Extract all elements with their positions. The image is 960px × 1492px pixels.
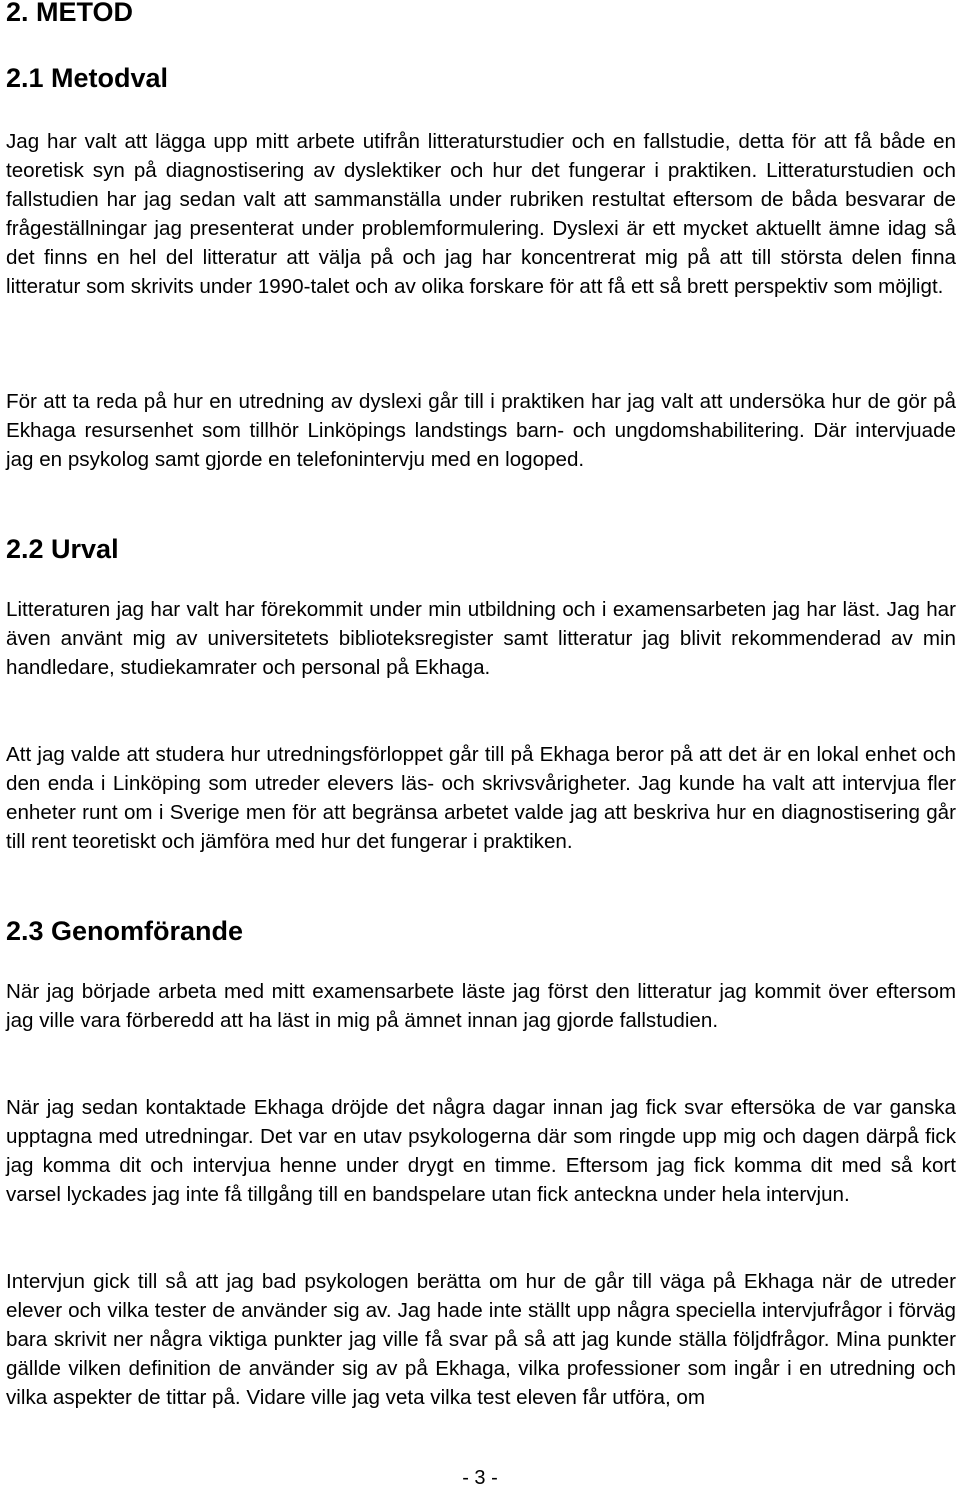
section-heading-metodval: 2.1 Metodval	[6, 63, 169, 93]
paragraph: Att jag valde att studera hur utredningsförloppet går till på Ekhaga beror på att det är en lokal enhet och den enda i Linköping som utreder elevers läs- och skrivsvårigheter. Jag kunde ha valt att intervjua fler enheter runt om i Sverige men för att begränsa arbetet valde jag att beskriva hur en diagnostisering går till rent teoretiskt och jämföra med hur det fungerar i praktiken.	[6, 743, 956, 853]
page-number: - 3 -	[462, 1467, 498, 1489]
paragraph: Intervjun gick till så att jag bad psykologen berätta om hur de går till väga på Ekhaga när de utreder elever och vilka tester de använder sig av. Jag hade inte ställt upp några speciella intervjufrågor i förväg bara skrivit ner några viktiga punkter jag ville få svar på så att jag kunde ställa följdfrågor. Mina punkter gällde vilken definition de använder sig av på Ekhaga, vilka professioner som ingår i en utredning och vilka aspekter de tittar på. Vidare ville jag veta vilka test eleven får utföra, om	[6, 1270, 956, 1409]
paragraph: Jag har valt att lägga upp mitt arbete utifrån litteraturstudier och en fallstudie, detta för att få både en teoretisk syn på diagnostisering av dyslektiker och hur det fungerar i praktiken. Litteraturstudien och fallstudien har jag sedan valt att sammanställa under rubriken restultat eftersom de båda besvarar de frågeställningar jag presenterat under problemformulering. Dyslexi är ett mycket aktuellt ämne idag så det finns en hel del litteratur att välja på och jag har koncentrerat mig på att till största delen finna litteratur som skrivits under 1990-talet och av olika forskare för att få ett så brett perspektiv som möjligt.	[6, 130, 956, 298]
paragraph: När jag började arbeta med mitt examensarbete läste jag först den litteratur jag kommit över eftersom jag ville vara förberedd att ha läst in mig på ämnet innan jag gjorde fallstudien.	[6, 980, 956, 1032]
paragraph: När jag sedan kontaktade Ekhaga dröjde det några dagar innan jag fick svar eftersöka de var ganska upptagna med utredningar. Det var en utav psykologerna där som ringde upp mig och dagen därpå fick jag komma dit och intervjua henne under drygt en timme. Eftersom jag fick komma dit med så kort varsel lyckades jag inte få tillgång till en bandspelare utan fick anteckna under hela intervjun.	[6, 1096, 956, 1206]
section-heading-urval: 2.2 Urval	[6, 534, 119, 564]
chapter-title: 2. METOD	[6, 0, 134, 27]
paragraph: Litteraturen jag har valt har förekommit under min utbildning och i examensarbeten jag har läst. Jag har även använt mig av universitetets biblioteksregister samt litteratur jag blivit rekommenderad av min handledare, studiekamrater och personal på Ekhaga.	[6, 598, 956, 679]
section-heading-genomforande: 2.3 Genomförande	[6, 916, 244, 946]
paragraph: För att ta reda på hur en utredning av dyslexi går till i praktiken har jag valt att undersöka hur de gör på Ekhaga resursenhet som tillhör Linköpings landstings barn- och ungdomshabilitering. Där intervjuade jag en psykolog samt gjorde en telefonintervju med en logoped.	[6, 390, 956, 471]
